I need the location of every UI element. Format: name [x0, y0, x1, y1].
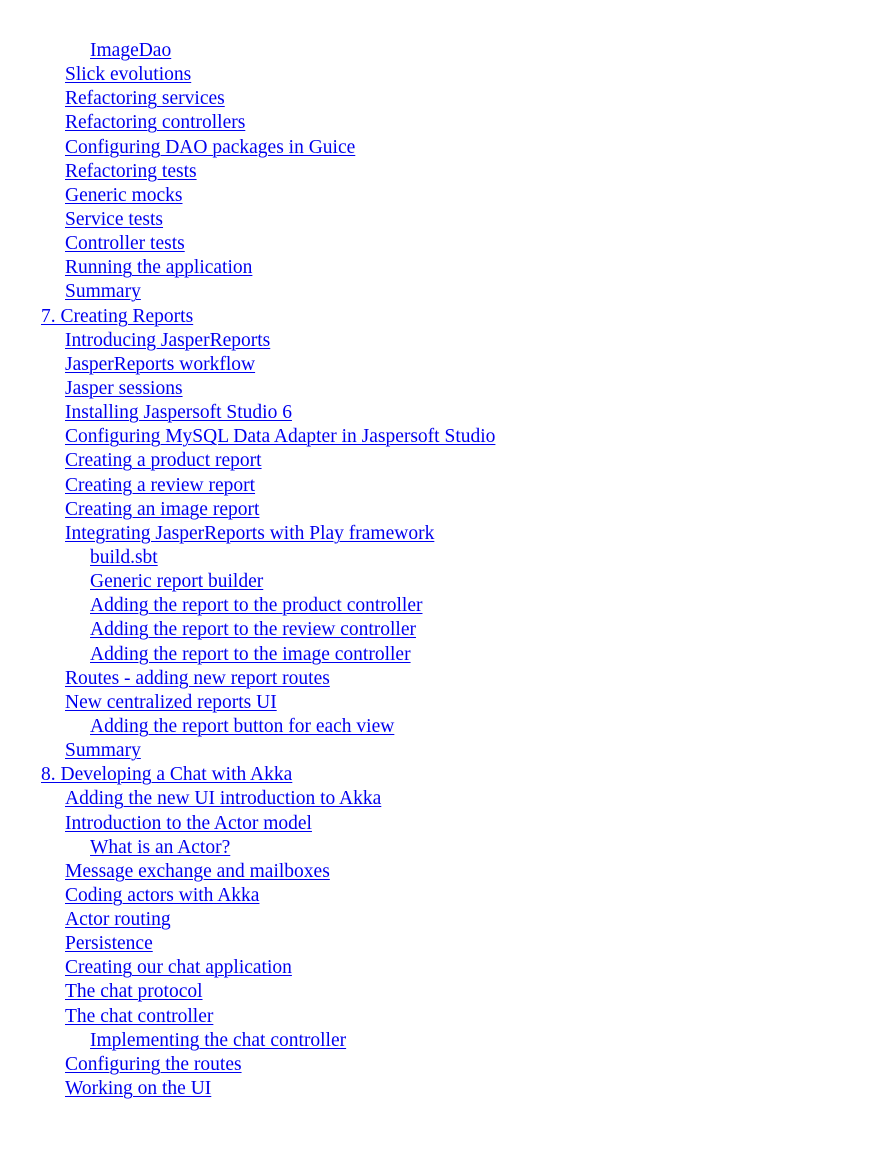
- toc-link[interactable]: Adding the report to the review controller: [90, 619, 416, 641]
- toc-link[interactable]: Integrating JasperReports with Play framework: [65, 522, 435, 544]
- toc-link[interactable]: Jasper sessions: [65, 377, 183, 399]
- toc-link[interactable]: Refactoring services: [65, 88, 225, 110]
- toc-entry: [0, 184, 893, 208]
- toc-entry: [0, 256, 893, 280]
- toc-entry: [0, 980, 893, 1004]
- toc-entry: [0, 739, 893, 763]
- toc-entry: [0, 474, 893, 498]
- toc-entry: [0, 401, 893, 425]
- toc-link[interactable]: Installing Jaspersoft Studio 6: [65, 402, 292, 424]
- toc-link[interactable]: Summary: [65, 740, 141, 762]
- toc-link[interactable]: Creating a review report: [65, 474, 256, 496]
- toc-entry: [0, 787, 893, 811]
- toc-entry: [0, 425, 893, 449]
- toc-entry: [0, 498, 893, 522]
- table-of-contents: [0, 39, 893, 1101]
- toc-entry: [0, 715, 893, 739]
- toc-entry: [0, 812, 893, 836]
- toc-entry: [0, 836, 893, 860]
- toc-link[interactable]: The chat controller: [65, 1005, 214, 1027]
- toc-entry: [0, 932, 893, 956]
- toc-link[interactable]: Summary: [65, 281, 141, 303]
- toc-entry: [0, 111, 893, 135]
- toc-link[interactable]: Controller tests: [65, 233, 185, 255]
- toc-entry: [0, 1053, 893, 1077]
- toc-entry: [0, 353, 893, 377]
- toc-link[interactable]: Coding actors with Akka: [65, 884, 260, 906]
- toc-link[interactable]: Introducing JasperReports: [65, 329, 271, 351]
- toc-link[interactable]: Configuring the routes: [65, 1053, 242, 1075]
- toc-entry: [0, 377, 893, 401]
- toc-link[interactable]: Message exchange and mailboxes: [65, 860, 330, 882]
- toc-entry: [0, 522, 893, 546]
- toc-entry: [0, 691, 893, 715]
- toc-entry: [0, 546, 893, 570]
- toc-link[interactable]: Creating an image report: [65, 498, 260, 520]
- toc-link[interactable]: Adding the report to the image controller: [90, 643, 411, 665]
- toc-entry: [0, 1029, 893, 1053]
- toc-entry: [0, 908, 893, 932]
- toc-link[interactable]: Routes - adding new report routes: [65, 667, 330, 689]
- toc-link[interactable]: Persistence: [65, 933, 153, 955]
- toc-entry: [0, 643, 893, 667]
- toc-entry: [0, 884, 893, 908]
- toc-link[interactable]: Generic mocks: [65, 184, 183, 206]
- toc-link[interactable]: Generic report builder: [90, 571, 264, 593]
- toc-link[interactable]: The chat protocol: [65, 981, 203, 1003]
- toc-entry: [0, 87, 893, 111]
- toc-link[interactable]: New centralized reports UI: [65, 691, 277, 713]
- toc-link[interactable]: Introduction to the Actor model: [65, 812, 312, 834]
- toc-entry: [0, 860, 893, 884]
- toc-link[interactable]: ImageDao: [90, 40, 172, 61]
- toc-link[interactable]: Working on the UI: [65, 1078, 212, 1100]
- toc-link[interactable]: Configuring DAO packages in Guice: [65, 136, 356, 158]
- toc-link[interactable]: Actor routing: [65, 909, 171, 931]
- toc-link[interactable]: JasperReports workflow: [65, 353, 256, 375]
- toc-entry: [0, 618, 893, 642]
- toc-entry: [0, 667, 893, 691]
- toc-entry: [0, 136, 893, 160]
- toc-chapter-link[interactable]: 8. Developing a Chat with Akka: [41, 764, 293, 786]
- toc-entry: [0, 594, 893, 618]
- toc-link[interactable]: Creating a product report: [65, 450, 262, 472]
- toc-entry: [0, 329, 893, 353]
- toc-link[interactable]: Slick evolutions: [65, 64, 192, 86]
- toc-chapter: [0, 763, 893, 787]
- toc-entry: [0, 570, 893, 594]
- toc-entry: [0, 208, 893, 232]
- toc-entry: [0, 956, 893, 980]
- toc-entry: [0, 280, 893, 304]
- toc-link[interactable]: Adding the report to the product controller: [90, 595, 423, 617]
- toc-link[interactable]: Creating our chat application: [65, 957, 292, 979]
- toc-link[interactable]: Adding the new UI introduction to Akka: [65, 788, 382, 810]
- toc-link[interactable]: Refactoring tests: [65, 160, 197, 182]
- toc-entry: [0, 449, 893, 473]
- toc-entry: [0, 1005, 893, 1029]
- toc-entry: [0, 160, 893, 184]
- toc-link[interactable]: Adding the report button for each view: [90, 715, 395, 737]
- toc-entry: [0, 232, 893, 256]
- toc-chapter-link[interactable]: 7. Creating Reports: [41, 305, 194, 327]
- toc-entry: [0, 1077, 893, 1101]
- toc-link[interactable]: Configuring MySQL Data Adapter in Jaspersoft Studio: [65, 426, 496, 448]
- toc-entry: [0, 39, 893, 63]
- toc-link[interactable]: Implementing the chat controller: [90, 1029, 347, 1051]
- toc-link[interactable]: Refactoring controllers: [65, 112, 246, 134]
- toc-entry: [0, 63, 893, 87]
- toc-link[interactable]: Service tests: [65, 208, 164, 230]
- toc-chapter: [0, 305, 893, 329]
- toc-link[interactable]: build.sbt: [90, 546, 158, 568]
- toc-link[interactable]: Running the application: [65, 257, 253, 279]
- toc-link[interactable]: What is an Actor?: [90, 836, 231, 858]
